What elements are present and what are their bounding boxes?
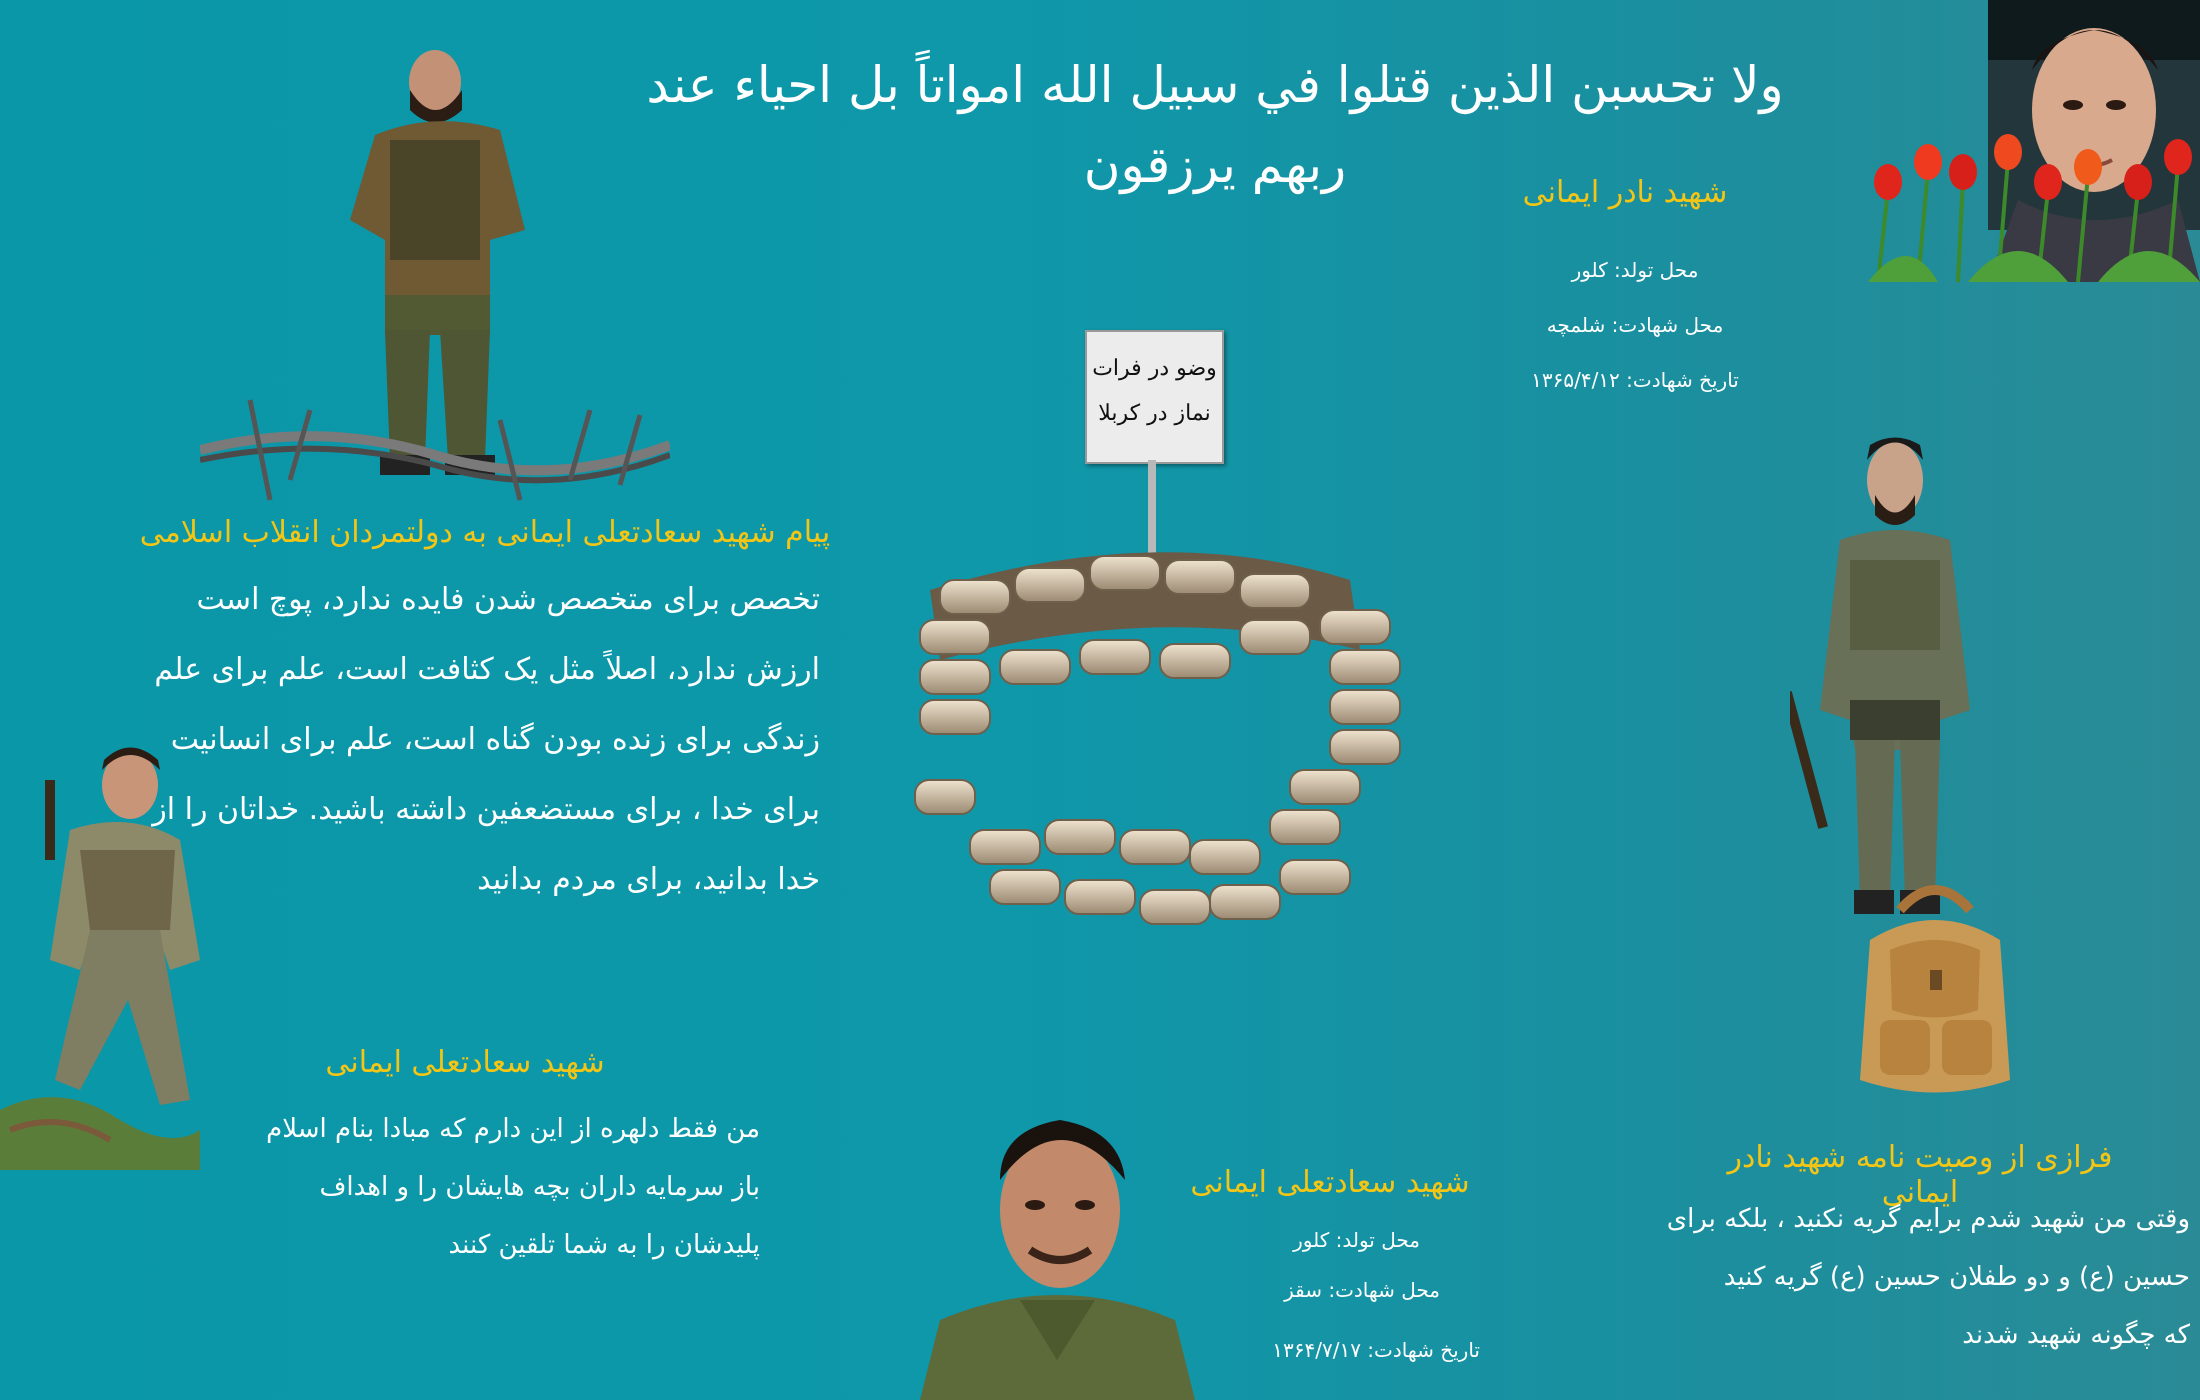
saadat-portrait (920, 1100, 1195, 1400)
saadat-message-line: زندگی برای زنده بودن گناه است، علم برای انسانیت (170, 722, 820, 757)
nader-martyrdom-date: تاریخ شهادت: ۱۳۶۵/۴/۱۲ (1531, 368, 1739, 392)
saadat-quote-line: من فقط دلهره از این دارم که مبادا بنام اسلام (266, 1114, 760, 1144)
saadat-message-title: پیام شهید سعادتعلی ایمانی به دولتمردان انقلاب اسلامی (139, 515, 831, 550)
nader-will-line: وقتی من شهید شدم برایم گریه نکنید ، بلکه برای (1666, 1204, 2190, 1234)
saadat-message-line: خدا بدانید، برای مردم بدانید (477, 862, 820, 897)
saadat-quote-line: باز سرمایه داران بچه هایشان را و اهداف (319, 1172, 760, 1202)
nader-portrait-with-tulips (1868, 0, 2200, 282)
saadat-message-line: ارزش ندارد، اصلاً مثل یک کثافت است، علم برای علم (154, 652, 820, 687)
saadat-quote-body (220, 1100, 760, 1274)
nader-will-line: حسین (ع) و دو طفلان حسین (ع) گریه کنید (1723, 1262, 2190, 1292)
nader-will-title: فرازی از وصیت نامه شهید نادر ایمانی (1727, 1140, 2113, 1210)
saadat-profile-title: شهید سعادتعلی ایمانی (1190, 1165, 1470, 1200)
sandbag-bunker (890, 540, 1430, 980)
backpack (1850, 880, 2020, 1100)
saadat-message-line: برای خدا ، برای مستضعفین داشته باشید. خداتان را از (152, 792, 820, 827)
soldier-on-barbed-wire (200, 40, 670, 510)
nader-will-body (1660, 1190, 2190, 1364)
walking-soldier (0, 730, 240, 1170)
nader-profile-title: شهید نادر ایمانی (1522, 175, 1728, 210)
saadat-martyrdom-date: تاریخ شهادت: ۱۳۶۴/۷/۱۷ (1272, 1338, 1480, 1362)
saadat-message-body (140, 565, 820, 915)
saadat-martyrdom-place: محل شهادت: سقز (1284, 1278, 1440, 1302)
standing-soldier-rifle (1790, 420, 2000, 940)
saadat-quote-line: پلیدشان را به شما تلقین کنند (448, 1230, 760, 1260)
sign-line-2: نماز در کربلا (1098, 401, 1211, 426)
sign-board (1085, 330, 1224, 464)
nader-birthplace: محل تولد: کلور (1571, 258, 1699, 282)
nader-martyrdom-place: محل شهادت: شلمچه (1546, 313, 1724, 337)
sign-line-1: وضو در فرات (1092, 356, 1217, 381)
saadat-birthplace: محل تولد: کلور (1293, 1228, 1420, 1252)
saadat-message-line: تخصص برای متخصص شدن فایده ندارد، پوچ است (196, 582, 820, 617)
nader-will-line: که چگونه شهید شدند (1962, 1320, 2190, 1350)
saadat-quote-title: شهید سعادتعلی ایمانی (325, 1045, 605, 1080)
quran-verse: ولا تحسبن الذين قتلوا في سبيل الله امواتاً بل احياء عند ربهم يرزقون (646, 56, 1784, 194)
